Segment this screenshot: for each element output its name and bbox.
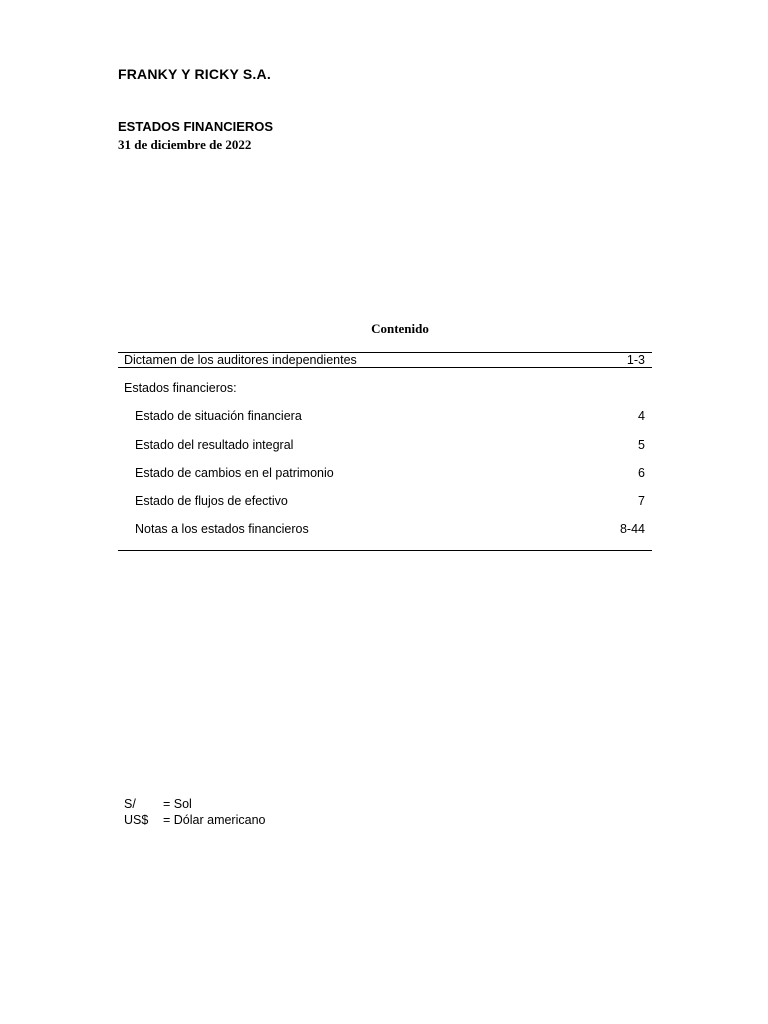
toc-row: [118, 352, 652, 368]
document-date: 31 de diciembre de 2022: [118, 137, 252, 152]
toc-page: 7: [638, 494, 645, 508]
toc-label: Notas a los estados financieros: [135, 522, 309, 536]
currency-definition: = Sol: [163, 797, 192, 811]
document-title: ESTADOS FINANCIEROS: [118, 119, 274, 134]
toc-label: Estados financieros:: [124, 381, 237, 395]
toc-row: [118, 408, 652, 424]
toc-label: Estado de cambios en el patrimonio: [135, 466, 334, 480]
toc-page: 5: [638, 438, 645, 452]
toc-page: 6: [638, 466, 645, 480]
currency-definition: = Dólar americano: [163, 813, 266, 827]
toc-page: 8-44: [619, 522, 645, 536]
toc-row: [118, 437, 652, 453]
toc-divider-rule: [118, 367, 652, 368]
company-name: FRANKY Y RICKY S.A.: [118, 66, 271, 82]
toc-label: Estado de flujos de efectivo: [135, 494, 288, 508]
toc-bottom-rule: [118, 550, 652, 551]
toc-label: Estado de situación financiera: [135, 409, 302, 423]
toc-page: 4: [638, 409, 645, 423]
currency-symbol: S/: [124, 797, 136, 811]
toc-row: [118, 493, 652, 509]
currency-symbol: US$: [124, 813, 149, 827]
toc-page: 1-3: [626, 353, 645, 367]
toc-label: Estado del resultado integral: [135, 438, 294, 452]
toc-row: [118, 380, 652, 396]
contents-heading: Contenido: [371, 321, 429, 336]
toc-label: Dictamen de los auditores independientes: [124, 353, 357, 367]
toc-row: [118, 465, 652, 481]
toc-row: [118, 521, 652, 537]
